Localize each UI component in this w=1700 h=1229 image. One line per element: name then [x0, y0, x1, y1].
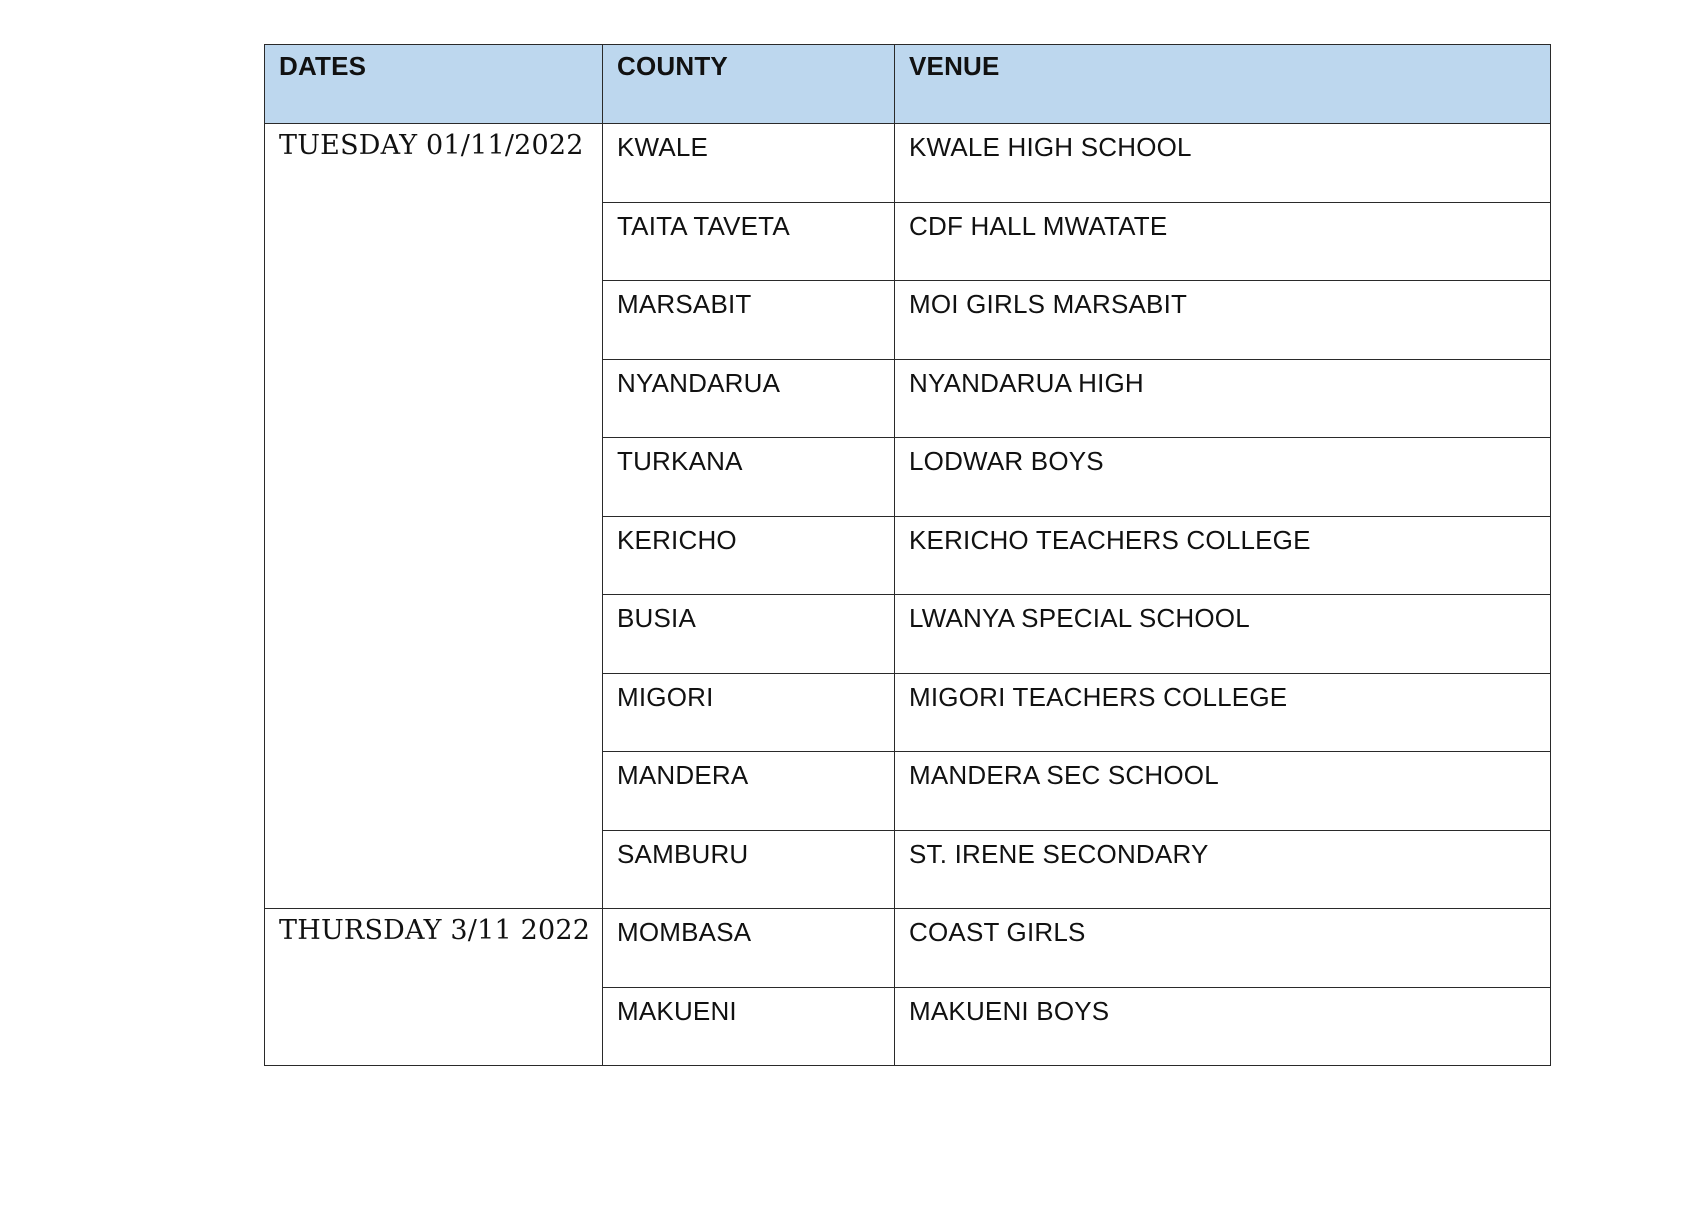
table-row — [265, 909, 1551, 988]
venue-cell: NYANDARUA HIGH — [895, 359, 1551, 438]
venue-cell: MANDERA SEC SCHOOL — [895, 752, 1551, 831]
county-cell: BUSIA — [603, 595, 895, 674]
table-header — [265, 45, 1551, 124]
venue-cell: MAKUENI BOYS — [895, 987, 1551, 1066]
table-row — [265, 124, 1551, 203]
schedule-table — [264, 44, 1551, 1066]
county-cell: KWALE — [603, 124, 895, 203]
table-body — [265, 124, 1551, 1066]
venue-cell: ST. IRENE SECONDARY — [895, 830, 1551, 909]
county-cell: TAITA TAVETA — [603, 202, 895, 281]
county-cell: KERICHO — [603, 516, 895, 595]
county-cell: TURKANA — [603, 438, 895, 517]
venue-cell: COAST GIRLS — [895, 909, 1551, 988]
venue-cell: MIGORI TEACHERS COLLEGE — [895, 673, 1551, 752]
header-venue: VENUE — [895, 45, 1551, 124]
header-dates: DATES — [265, 45, 603, 124]
date-cell-tuesday: TUESDAY 01/11/2022 — [265, 124, 603, 909]
county-cell: MANDERA — [603, 752, 895, 831]
venue-cell: CDF HALL MWATATE — [895, 202, 1551, 281]
county-cell: SAMBURU — [603, 830, 895, 909]
venue-cell: KWALE HIGH SCHOOL — [895, 124, 1551, 203]
county-cell: MAKUENI — [603, 987, 895, 1066]
county-cell: MIGORI — [603, 673, 895, 752]
header-county: COUNTY — [603, 45, 895, 124]
date-cell-thursday: THURSDAY 3/11 2022 — [265, 909, 603, 1066]
venue-cell: LWANYA SPECIAL SCHOOL — [895, 595, 1551, 674]
venue-cell: LODWAR BOYS — [895, 438, 1551, 517]
header-row — [265, 45, 1551, 124]
county-cell: NYANDARUA — [603, 359, 895, 438]
county-cell: MOMBASA — [603, 909, 895, 988]
venue-cell: MOI GIRLS MARSABIT — [895, 281, 1551, 360]
venue-cell: KERICHO TEACHERS COLLEGE — [895, 516, 1551, 595]
county-cell: MARSABIT — [603, 281, 895, 360]
